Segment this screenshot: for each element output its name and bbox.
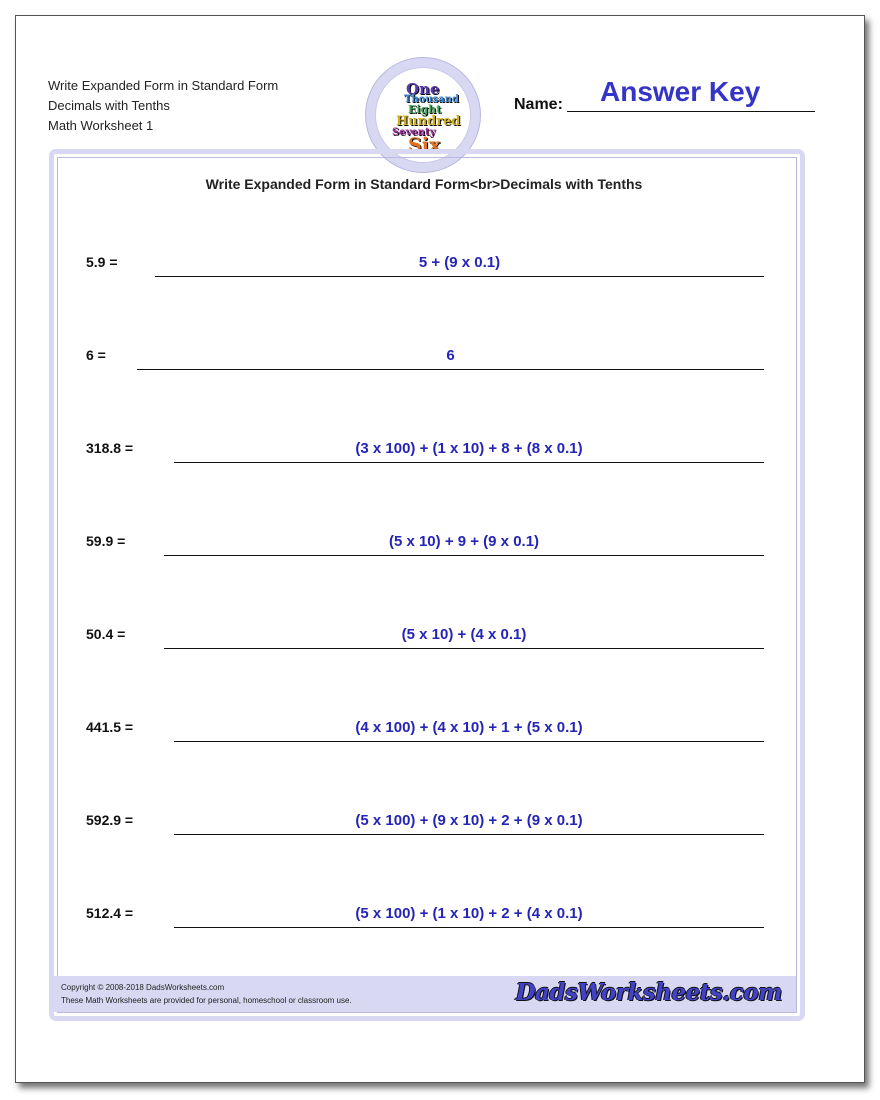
answer-line: [155, 276, 764, 277]
problem-question: 6 =: [86, 347, 106, 363]
problem-question: 592.9 =: [86, 812, 134, 828]
answer-line: [174, 741, 764, 742]
header-subtitle: Decimals with Tenths: [48, 98, 170, 113]
footer-bar: [54, 976, 796, 1012]
problem-answer: (5 x 10) + (4 x 0.1): [401, 626, 527, 643]
answer-key-label: Answer Key: [600, 76, 761, 107]
logo-word-six: Six: [408, 134, 441, 156]
problem-question: 5.9 =: [86, 254, 118, 270]
answer-line: [174, 462, 764, 463]
answer-line: [174, 927, 764, 928]
answer-line: [164, 555, 764, 556]
header-worksheet-number: Math Worksheet 1: [48, 118, 154, 133]
problem-question: 512.4 =: [86, 905, 134, 921]
problem-question: 59.9 =: [86, 533, 126, 549]
problem-answer: (4 x 100) + (4 x 10) + 1 + (5 x 0.1): [355, 719, 583, 736]
logo-word-seventy: Seventy: [392, 127, 436, 138]
problem-question: 441.5 =: [86, 719, 134, 735]
name-line: [567, 111, 815, 112]
logo-word-hundred: Hundred: [396, 114, 461, 129]
problem-answer: 6: [446, 347, 455, 364]
header-title: Write Expanded Form in Standard Form: [48, 78, 279, 93]
problem-question: 50.4 =: [86, 626, 126, 642]
logo-word-thousand: Thousand: [404, 94, 460, 105]
problem-question: 318.8 =: [86, 440, 134, 456]
worksheet-title: Write Expanded Form in Standard Form<br>Decimals with Tenths: [205, 176, 643, 192]
logo-word-one: One: [406, 80, 440, 98]
answer-line: [164, 648, 764, 649]
usage-notice: These Math Worksheets are provided for personal, homeschool or classroom use.: [61, 996, 352, 1005]
problem-answer: (5 x 100) + (1 x 10) + 2 + (4 x 0.1): [355, 905, 583, 922]
answer-line: [137, 369, 764, 370]
problem-answer: 5 + (9 x 0.1): [418, 254, 501, 271]
logo-word-eight: Eight: [408, 103, 442, 116]
answer-line: [174, 834, 764, 835]
name-label: Name:: [514, 96, 563, 113]
problem-answer: (5 x 100) + (9 x 10) + 2 + (9 x 0.1): [355, 812, 583, 829]
brand-logo: DadsWorksheets.com: [515, 979, 782, 1006]
problem-answer: (5 x 10) + 9 + (9 x 0.1): [388, 533, 540, 550]
problem-answer: (3 x 100) + (1 x 10) + 8 + (8 x 0.1): [355, 440, 583, 457]
worksheet-frame: [49, 149, 805, 1021]
copyright-text: Copyright © 2008-2018 DadsWorksheets.com: [61, 983, 225, 992]
